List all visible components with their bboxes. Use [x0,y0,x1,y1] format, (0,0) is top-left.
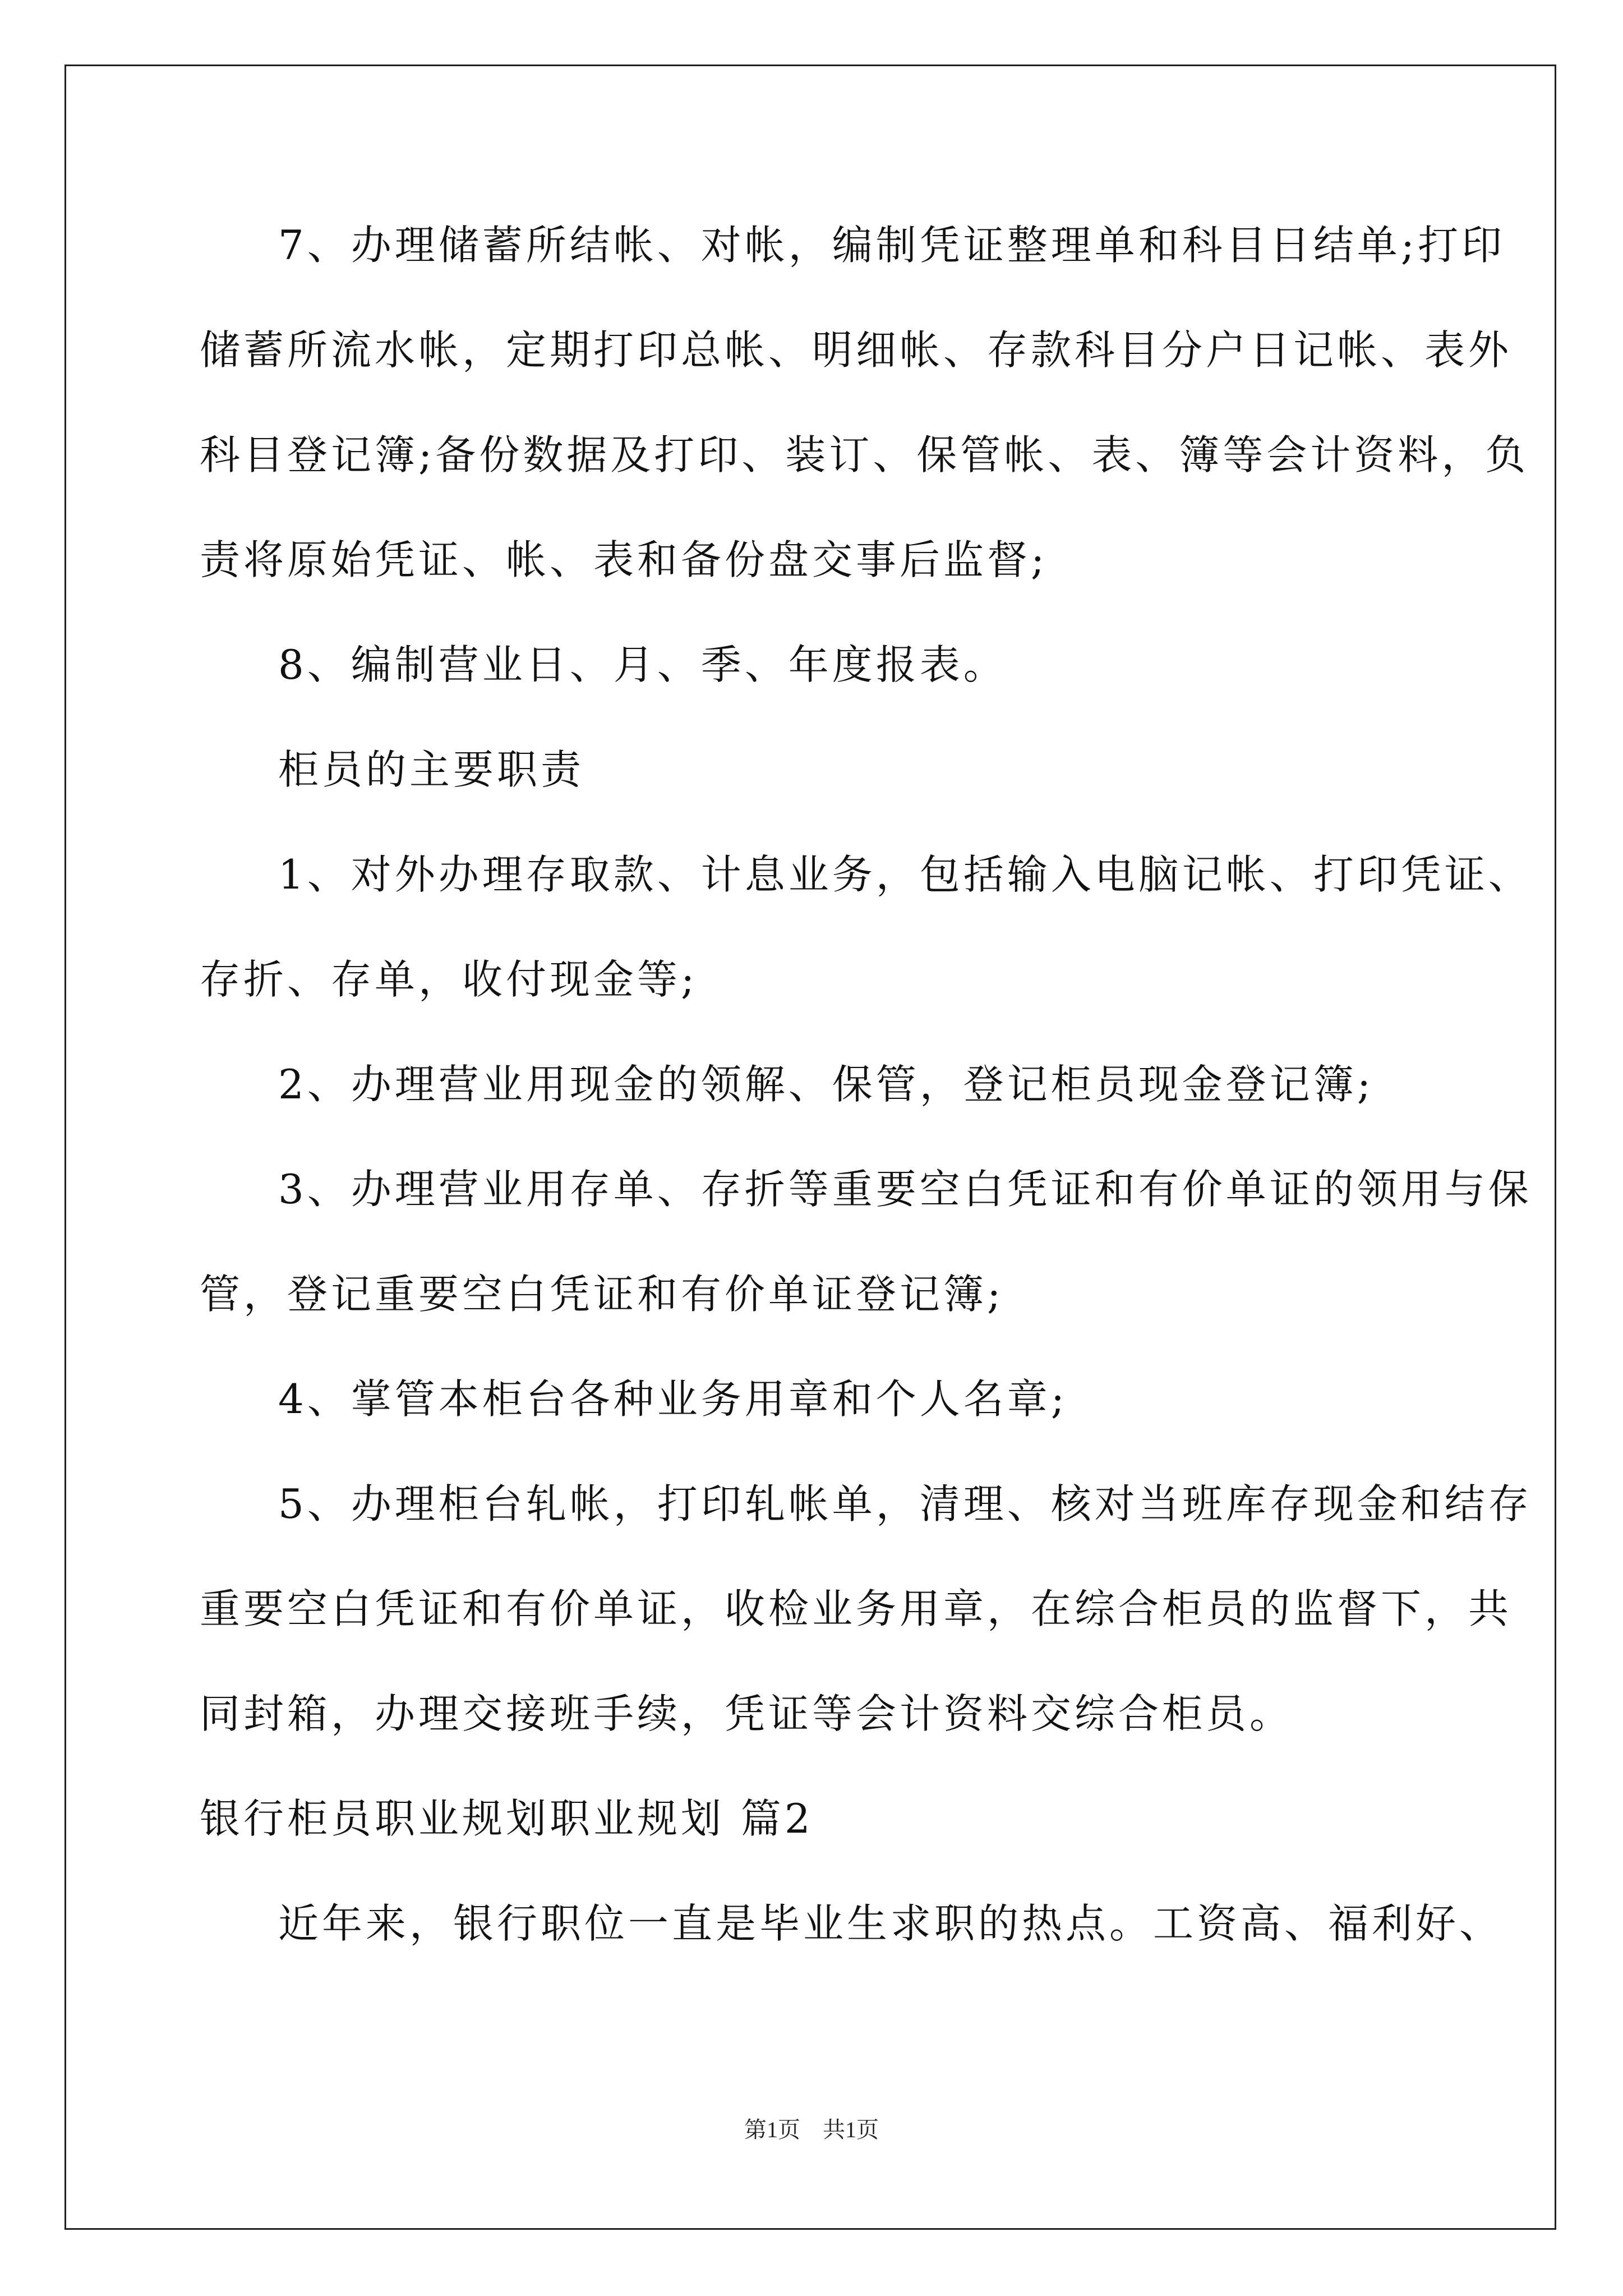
paragraph-line: 7、办理储蓄所结帐、对帐，编制凭证整理单和科目日结单;打印 [278,222,1506,269]
paragraph-line: 近年来，银行职位一直是毕业生求职的热点。工资高、福利好、 [278,1900,1504,1947]
paragraph-line: 科目登记簿;备份数据及打印、装订、保管帐、表、簿等会计资料，负 [200,431,1529,478]
paragraph-line: 储蓄所流水帐，定期打印总帐、明细帐、存款科目分户日记帐、表外 [200,326,1513,374]
paragraph-line: 责将原始凭证、帐、表和备份盘交事后监督; [200,536,1048,583]
paragraph-line: 5、办理柜台轧帐，打印轧帐单，清理、核对当班库存现金和结存 [278,1480,1532,1527]
paragraph-line: 4、掌管本柜台各种业务用章和个人名章; [278,1375,1068,1423]
paragraph-line: 1、对外办理存取款、计息业务，包括输入电脑记帐、打印凭证、 [278,851,1532,898]
paragraph-line: 存折、存单，收付现金等; [200,956,698,1003]
section-heading: 柜员的主要职责 [278,746,585,793]
page-number: 第1页 [744,2117,800,2142]
article-heading: 银行柜员职业规划职业规划 篇2 [200,1795,814,1842]
paragraph-line: 8、编制营业日、月、季、年度报表。 [278,641,1007,688]
paragraph-line: 3、办理营业用存单、存折等重要空白凭证和有价单证的领用与保 [278,1166,1532,1213]
paragraph-line: 管，登记重要空白凭证和有价单证登记簿; [200,1271,1004,1318]
page-total: 共1页 [823,2117,879,2142]
paragraph-line: 2、办理营业用现金的领解、保管，登记柜员现金登记簿; [278,1061,1375,1108]
paragraph-line: 同封箱，办理交接班手续，凭证等会计资料交综合柜员。 [200,1690,1294,1737]
page-footer [0,2116,1623,2144]
paragraph-line: 重要空白凭证和有价单证，收检业务用章，在综合柜员的监督下，共 [200,1585,1513,1632]
